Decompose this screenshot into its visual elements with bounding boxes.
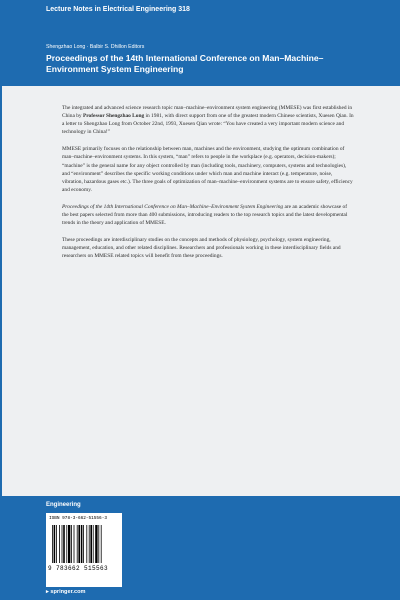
series-label: Lecture Notes in Electrical Engineering 318 [46,6,190,13]
subject-label: Engineering [46,502,81,508]
barcode-icon [52,525,116,563]
proceedings-title: Proceedings of the 14th International Conference on Man–Machine–Environment System Engineering [62,203,284,210]
footer-band [0,496,400,600]
professor-name: Professor Shengzhao Long [82,113,145,120]
paragraph-1 [62,104,354,136]
book-title: Proceedings of the 14th International Conference on Man–Machine–Environment System Engineering [46,53,324,74]
editors-line: Shengzhao Long · Balbir S. Dhillon Editors [46,44,145,50]
header-band [0,0,400,86]
description-text [62,104,354,270]
paragraph-4: These proceedings are interdisciplinary studies on the concepts and methods of physiology, psychology, system engineering, management, education, and other related disciplines. Researchers and professionals working in these interdisciplinary fields and researchers on MMESE related topics will benefit from these proceedings. [62,237,341,260]
paragraph-2: MMESE primarily focuses on the relationship between man, machines and the environment, studying the optimum combination of man–machine–environment systems. In this system, “man” refers to people in the workplace (e.g. operators, decision-makers); “machine” is the general name for any object controlled by man (including tools, machinery, computers, systems and technologies), and “environment” describes the specific working conditions under which man and machine interact (e.g. temperature, noise, vibration, hazardous gases etc.). The three goals of optimization of man–machine–environment systems are to ensure safety, efficiency and economy. [62,146,353,193]
barcode-digits: 9 783662 515563 [48,565,109,572]
paragraph-1-start: The integrated and advanced science research topic man–machine–environment system engineering (MMESE) was first established in China by [62,105,353,120]
barcode-box [46,513,122,587]
isbn-text: ISBN 978-3-662-51556-3 [49,516,107,521]
publisher-link[interactable]: ▸ springer.com [46,589,86,595]
paragraph-1-end: in 1981, with direct support from one of the greatest modern Chinese scientists, Xuesen Qian. In a letter to Shengzhao Long from October 22nd, 1993, Xuesen Qian wrote: “You have created a very important modern science and technology in China!” [62,113,354,136]
paragraph-3 [62,203,354,227]
paragraph-3-rest: are an academic showcase of the best papers selected from more than 400 submissions, introducing readers to the top research topics and the latest developmental trends in the theory and application of MMESE. [62,203,348,227]
